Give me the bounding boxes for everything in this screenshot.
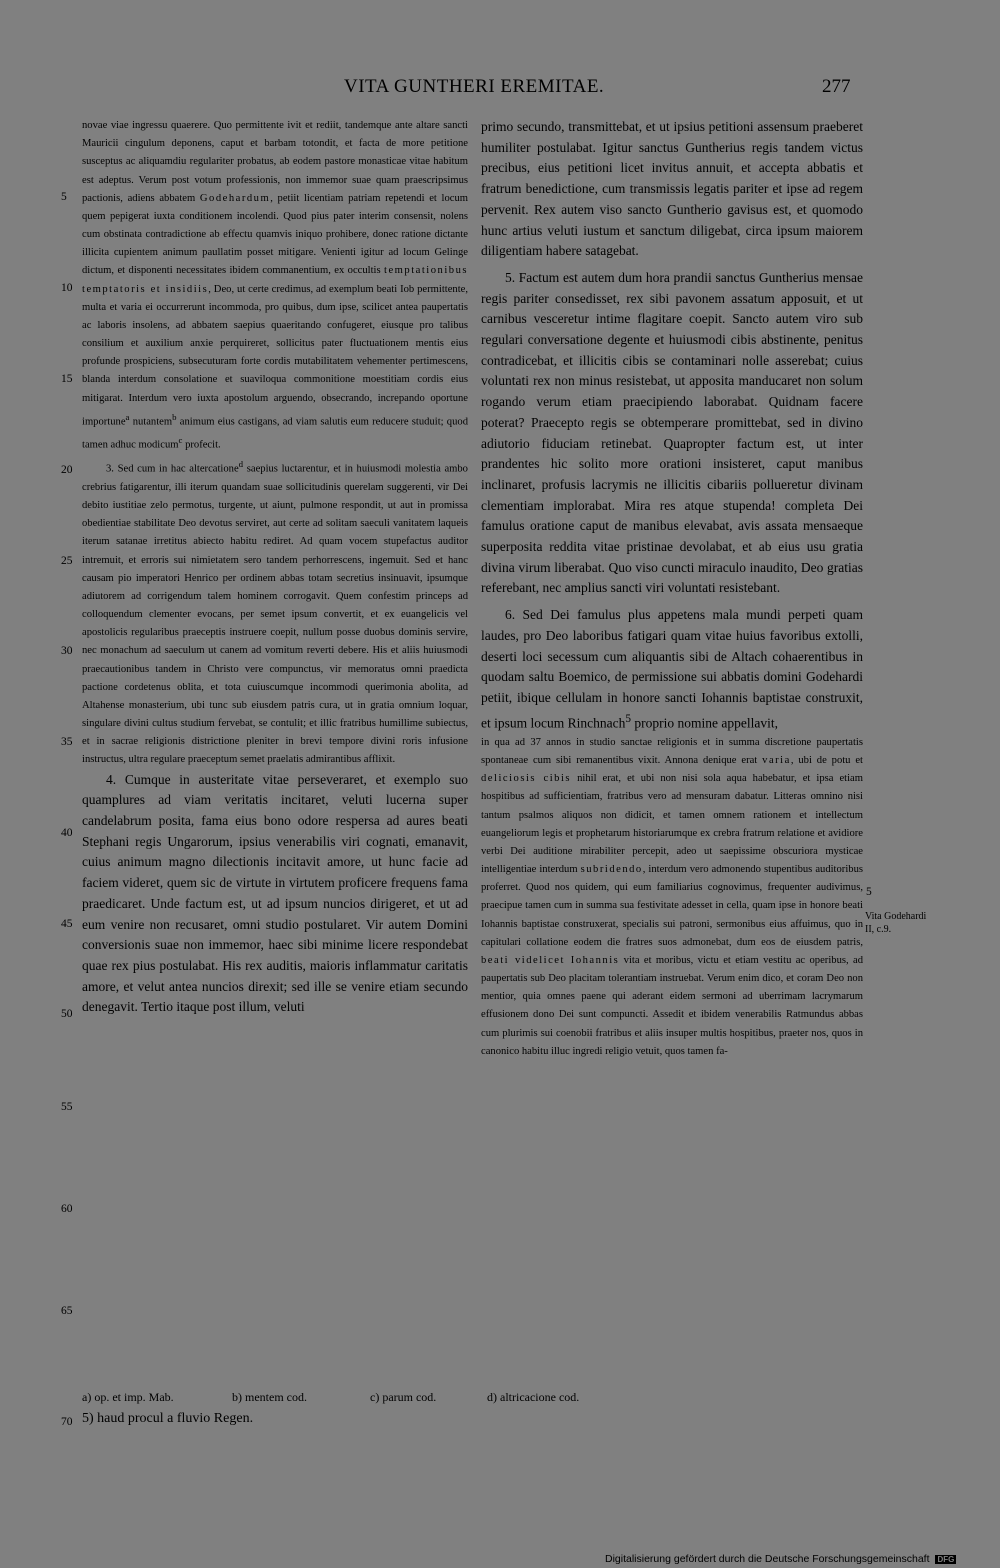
line-number: 5 — [61, 191, 67, 203]
paragraph-6-small: in qua ad 37 annos in studio sanctae religionis et in summa discretione paupertatis spontaneae cum sibi remanentibus vixit. Annona denique erat varia, ubi de potu et deliciosis cibis nihil erat, et ubi non nisi sola aqua habebatur, et ipsa etiam hospitibus ad sufficientiam, fratribus vero ad mensuram dabatur. Litteras omnino nisi tantum psalmos aliquos non didicit, et tamen omnem rationem et intellectum euangeliorum legis et prophetarum historiarumque ex crebra fratrum relatione et avidiore verbi Dei auditione mirabiliter percepit, adeo ut saepissime obscuriora mysticae intelligentiae interdum subridendo, interdum vero admonendo stupentibus auditoribus proferret. Quod nos quidem, qui eum familiarius cognovimus, frequenter audivimus, praecipue tamen cum in summa sua festivitate adesset in cella, quam ipse in honore beati Iohannis baptistae construxerat, specialis sui patroni, sermonibus eius affuimus, quo in capitulari collatione eodem die fratres suos admonebat, dum eos de eiusdem patris, beati videlicet Iohannis vita et moribus, victu et etiam vestitu ac operibus, ad paupertatis sub Deo placitam tolerantiam instruebat. Verum enim dico, et coram Deo non mentior, quia omnes paene qui aderant eidem sermoni ad uberrimam lacrymarum effusionem dono Dei sunt compuncti. Assedit et ibidem venerabilis Ratmundus abbas cum plurimis sui coenobii fratribus et aliis insuper multis hospitibus, praeter nos, quos in canonico habitu illuc ingredi religio vetuit, quos tamen fa- — [481, 736, 863, 1057]
footnote-d: d) altricacione cod. — [487, 1390, 580, 1404]
footnote-5: 5) haud procul a fluvio Regen. — [82, 1411, 254, 1426]
footnote-c: c) parum cod. — [370, 1390, 437, 1404]
line-number: 35 — [61, 736, 73, 748]
line-number: 60 — [61, 1203, 73, 1215]
side-note: Vita Godehardi II, c.9. — [865, 911, 927, 935]
line-number: 45 — [61, 918, 73, 930]
line-number: 65 — [61, 1305, 73, 1317]
paragraph-3: 3. Sed cum in hac altercatione$^d$ saepius luctarentur, et in huiusmodi molestia ambo crebrius fatigarentur, illi iterum quandam suae sollicitudinis querelam suggerenti, vir Dei debito iustitiae zelo permotus, turgente, ut aiunt, pulmone respondit, ut aut in promissa obedientiae stabilitate Deo devotus serviret, aut certe ad solitam saeculi vanitatem laqueis iterum satanae irretitus abiecto habitu rediret. Ad quam vocem stupefactus auditor intremuit, et erroris sui nimietatem sero tandem perhorrescens, ingemuit. Sed et hanc causam pio imperatori Henrico per ordinem abbas totam secretius insinuavit, ipsumque adiutorem ad corrigendum talem hominem corrogavit. Quem confestim princeps ad colloquendum clementer evocans, per semet ipsum convertit, et ex euangelicis vel apostolicis regularibus praeceptis instruere coepit, nullum posse duobus dominis servire, nec monachum ad saeculum ut canem ad vomitum reverti debere. His et aliis huiusmodi praecautionibus tandem in Christo vere compunctus, vir memoratus omni praedicta pactione cordetenus oblita, et tota cuiuscumque incommodi querimonia abolita, ad Altahense monasterium, ubi tunc sub eiusdem patris cura, ut in gratia omnium loquar, singulare divini cultus studium fervebat, se contulit; et illic fratribus humillime subiectus, et in sacrae religionis districtione pleniter in brevi tempore divini roris infusione instructus, ultra regulare praeceptum semet praelatis admirantibus afflixit. — [82, 459, 468, 766]
running-head — [0, 76, 1000, 102]
left-column — [82, 117, 468, 1018]
paragraph-2-end: novae viae ingressu quaerere. Quo permittente ivit et rediit, tandemque ante altare sancti Mauricii cingulum deponens, caput et barbam totondit, et facta de more petitione susceptus ac aliquamdiu regulariter probatus, ab eodem pastore monasticae vitae habitum est adeptus. Verum post votum professionis, non immemor suae quam praescripsimus pactionis, adiens abbatem Godehardum, petiit licentiam patriam repetendi et locum quem pepigerat iuxta conditionem incolendi. Quod pius pater interim consensit, nolens cum obstinata contradictione ab effectu quamvis iniquo prohibere, donec ratione dictante illicita cupientem animum paullatim posset mitigare. Venienti igitur ad locum Gelinge dictum, et disponenti necessitates ibidem commanentium, ex occultis temptationibus temptatoris et insidiis, Deo, ut certe credimus, ad exemplum beati Iob permittente, multa et varia ei occurrerunt incommoda, pro quibus, dum ipse, scilicet antea paupertatis ac laboris insolens, ad abbatem saepius quaeritando confugeret, eiusque pro talibus consilium et auxilium anxie perquireret, sollicitus pater fluctuationem mentis eius profunde prospiciens, subsecuturam forte cordis mutabilitatem vehementer pertimescens, blanda interdum consolatione et suaviloqua commonitione moestitiam cordis eius mitigarat. Interdum vero iuxta apostolum arguendo, obsecrando, increpando oportune importune$^a$ nutantem$^b$ animum eius castigans, ad viam salutis eum reducere studuit; quod tamen adhuc modicum$^c$ profecit. — [82, 120, 468, 451]
footnote-b: b) mentem cod. — [232, 1390, 307, 1404]
line-number: 30 — [61, 645, 73, 657]
margin-note-number: 5 — [866, 886, 872, 898]
spaced-phrase: temptationibus temptatoris et insidiis — [82, 265, 468, 295]
line-number: 70 — [61, 1416, 73, 1428]
spaced-name: Godehardum — [199, 192, 271, 204]
line-number: 40 — [61, 827, 73, 839]
line-number: 15 — [61, 373, 73, 385]
page-number: 277 — [822, 76, 851, 97]
line-number: 55 — [61, 1101, 73, 1113]
line-number: 50 — [61, 1008, 73, 1020]
footer-text: Digitalisierung gefördert durch die Deutsche Forschungsgemeinschaft — [605, 1553, 930, 1565]
footnote-a: a) op. et imp. Mab. — [82, 1390, 174, 1404]
paragraph-4: 4. Cumque in austeritate vitae perseveraret, et exemplo suo quamplures ad viam veritatis incitaret, veluti lucerna super candelabrum posita, fama eius bono odore respersa ad aures beati Stephani regis Ungarorum, ipsius venerabilis viri cognati, emanavit, cuius animum magno dilectionis incitavit amore, ut hunc facie ad faciem videret, quem sic de virtute in virtutem proficere frequens fama praedicaret. Unde factum est, ut ad ipsum nuncios dirigeret, et ut ad eum venire non recusaret, omni studio postularet. Vir autem Domini conversionis suae non immemor, haec sibi minime licere respondebat quae rex pius postulabat. His rex auditis, maioris inflammatur caritatis amore, et velut antea nuncios direxit; sed ille se venire etiam secundo denegavit. Tertio itaque post illum, veluti — [82, 771, 468, 1015]
right-column — [481, 117, 863, 1061]
paragraph-5: 5. Factum est autem dum hora prandii sanctus Guntherius mensae regis pariter consedisset, rex sibi pavonem assatum apposuit, et ut carnibus vesceretur intime flagitare coepit. Sancto autem viro sub regulari conversatione degente et huiusmodi cibis abstinente, penitus contradicebat, et illicitis cibis se contaminari nolle asserebat; cuius voluntati rex non minus resistebat, ut apposita manducaret non solum rogando verum etiam praecipiendo laborabat. Quidnam facere poterat? Praecepto regis se obtemperare promittebat, sed in divino adiutorio fiduciam retinebat. Quapropter factum est, ut inter prandentes hic solito more orationi insisteret, caput manibus inclinaret, profusis lacrymis ne illicitis cibariis pollueretur divinam clementiam implorabat. Mira res atque stupenda! completa Dei famulus oratione caput de manibus elevabat, avis assata mensaeque superposita reddita vitae pristinae devolabat, et ab eius usu gratia divina virum liberabat. Quo viso cuncti miraculo inaudito, Deo gratias referebant, nec amplius sancti viri voluntati resistebant. — [481, 269, 863, 596]
dfg-logo-icon: DFG — [937, 1555, 955, 1564]
line-number: 20 — [61, 464, 73, 476]
line-number: 10 — [61, 282, 73, 294]
footer — [605, 1553, 956, 1565]
page-title: VITA GUNTHERI EREMITAE. — [344, 76, 605, 97]
paragraph-4-cont: primo secundo, transmittebat, et ut ipsius petitioni assensum praeberet humiliter postulabat. Igitur sanctus Guntherius regis tandem victus precibus, eius petitioni licet invitus annuit, et accepta abbatis et fratrum benedictione, cum transmissis legatis pariter et ipse ad regem pervenit. Rex autem viso sancto Guntherio gavisus est, et quomodo hunc artius veluti iustum et sanctum diligebat, circa ipsum maiorem diligentiam habere satagebat. — [481, 119, 863, 259]
paragraph-6: 6. Sed Dei famulus plus appetens mala mundi perpeti quam laudes, pro Deo laboribus fatigari quam vitae huius favoribus extolli, deserti loci secessum cum aliquantis sibi de Altach cohaerentibus in quodam saltu Boemico, de permissione sui abbatis domini Godehardi petiit, ibique cellulam in honore sancti Iohannis baptistae construxit, et ipsum locum Rinchnach$^5$ proprio nomine appellavit, — [481, 607, 863, 731]
line-number: 25 — [61, 555, 73, 567]
